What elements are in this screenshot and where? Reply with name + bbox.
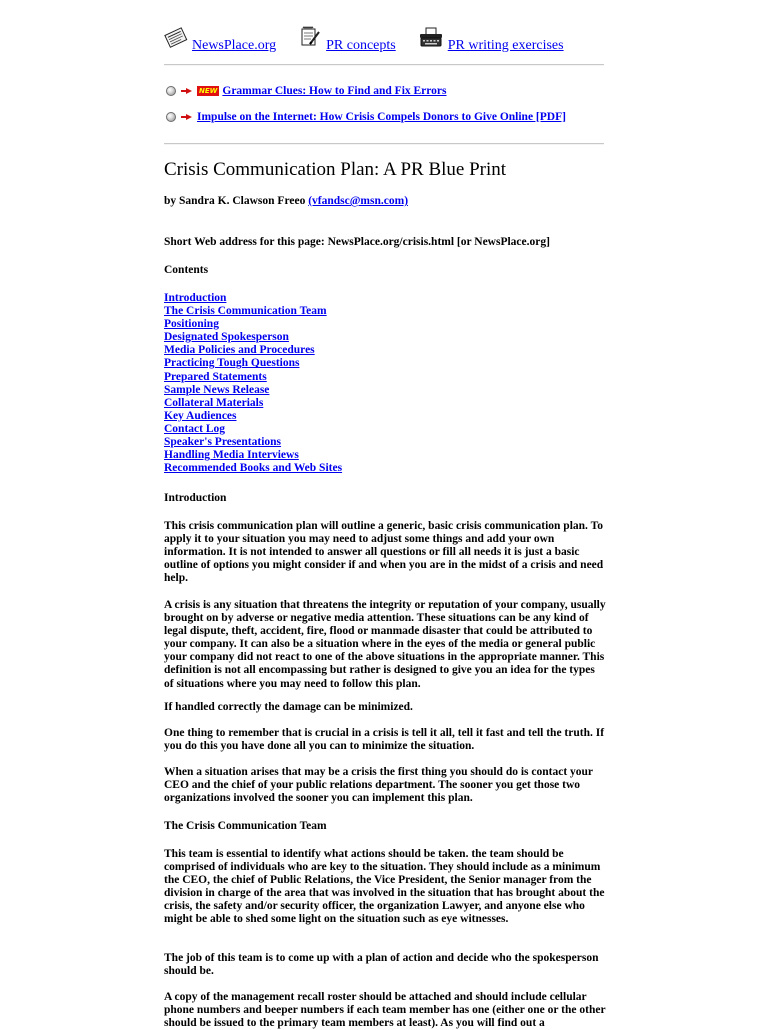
toc-link-crisis-communication-team[interactable]: The Crisis Communication Team <box>164 305 327 318</box>
byline <box>164 195 408 207</box>
nav-link-pr-concepts[interactable]: PR concepts <box>326 38 396 53</box>
news-link-grammar-clues[interactable]: Grammar Clues: How to Find and Fix Errors <box>222 85 447 97</box>
bullet-icon <box>166 112 176 122</box>
bullet-icon <box>166 86 176 96</box>
toc-link-contact-log[interactable]: Contact Log <box>164 422 226 435</box>
byline-author: by Sandra K. Clawson Freeo <box>164 195 309 207</box>
toc-link-positioning[interactable]: Positioning <box>164 318 219 331</box>
paragraph: When a situation arises that may be a crisis the first thing you should do is contact your CEO and the chief of your public relations department. The sooner you get those two organizations involved the sooner you can implement this plan. <box>164 766 593 805</box>
nav-link-newsplace[interactable]: NewsPlace.org <box>192 38 277 53</box>
toc-link-designated-spokesperson[interactable]: Designated Spokesperson <box>164 331 289 344</box>
paragraph: One thing to remember that is crucial in a crisis is tell it all, tell it fast and tell the truth. If you do this you have done all you can to minimize the situation. <box>164 727 605 753</box>
toc-link-prepared-statements[interactable]: Prepared Statements <box>164 370 267 383</box>
table-of-contents <box>164 292 342 475</box>
paragraph: This team is essential to identify what actions should be taken. the team should be comprised of individuals who are key to the situation. They should include as a minimum the CEO, the chief of Public Relations, the Vice President, the Senior manager from the division in charge of the area that was involved in the situation that has brought about the crisis, the safety and/or security officer, the organization Lawyer, and anyone else who might be able to shed some light on the situation such as eye witnesses. <box>164 848 605 926</box>
page-title: Crisis Communication Plan: A PR Blue Print <box>164 159 507 180</box>
paragraph: If handled correctly the damage can be minimized. <box>164 701 413 713</box>
nav-link-pr-writing-exercises[interactable]: PR writing exercises <box>447 38 564 53</box>
contents-heading: Contents <box>164 264 209 276</box>
nav-item-pr-concepts[interactable] <box>298 25 396 54</box>
top-nav <box>164 26 586 54</box>
red-arrow-icon <box>181 88 193 94</box>
news-item <box>166 83 447 99</box>
nav-item-newsplace[interactable] <box>164 27 276 54</box>
toc-link-media-policies[interactable]: Media Policies and Procedures <box>164 344 315 357</box>
toc-link-sample-news-release[interactable]: Sample News Release <box>164 383 270 396</box>
toc-link-speakers-presentations[interactable]: Speaker's Presentations <box>164 436 282 449</box>
red-arrow-icon <box>181 114 193 120</box>
toc-link-handling-media-interviews[interactable]: Handling Media Interviews <box>164 449 299 462</box>
paragraph: This crisis communication plan will outline a generic, basic crisis communication plan. To apply it to your situation you may need to adjust some things and add your own information. It is not intended to answer all questions or fill all needs it is just a basic outline of options you might consider if and when you are in the midst of a crisis and need help. <box>164 520 604 585</box>
paragraph: A copy of the management recall roster should be attached and should include cellular phone numbers and beeper numbers if each team member has one (either one or the other should be issued to the primary team members at least). As you will find out a <box>164 991 606 1030</box>
section-heading-introduction: Introduction <box>164 492 227 504</box>
nav-item-pr-writing-exercises[interactable] <box>418 27 564 54</box>
paragraph: The job of this team is to come up with a plan of action and decide who the spokesperson should be. <box>164 952 599 978</box>
toc-link-introduction[interactable]: Introduction <box>164 292 227 304</box>
notepad-pencil-icon <box>298 25 322 54</box>
section-heading-crisis-team: The Crisis Communication Team <box>164 820 327 832</box>
newspaper-icon <box>164 27 188 54</box>
toc-link-recommended-books[interactable]: Recommended Books and Web Sites <box>164 462 343 475</box>
new-badge: NEW <box>199 87 218 95</box>
toc-link-key-audiences[interactable]: Key Audiences <box>164 409 237 422</box>
divider <box>164 143 604 145</box>
news-item <box>166 109 566 125</box>
author-email-link[interactable]: (vfandsc@msn.com) <box>308 195 409 207</box>
short-web-address: Short Web address for this page: NewsPlace.org/crisis.html [or NewsPlace.org] <box>164 236 550 248</box>
divider <box>164 64 604 66</box>
toc-link-collateral-materials[interactable]: Collateral Materials <box>164 396 264 409</box>
paragraph: A crisis is any situation that threatens the integrity or reputation of your company, usually brought on by adverse or negative media attention. These situations can be any kind of legal dispute, theft, accident, fire, flood or manmade disaster that could be attributed to your company. It can also be a situation where in the eyes of the media or general public your company did not react to one of the above situations in the appropriate manner. This definition is not all encompassing but rather is designed to give you an idea for the types of situations where you may need to follow this plan. <box>164 599 606 690</box>
news-link-impulse-on-the-internet[interactable]: Impulse on the Internet: How Crisis Compels Donors to Give Online [PDF] <box>197 111 566 123</box>
typewriter-icon <box>418 27 444 54</box>
toc-link-practicing-tough-questions[interactable]: Practicing Tough Questions <box>164 357 300 370</box>
